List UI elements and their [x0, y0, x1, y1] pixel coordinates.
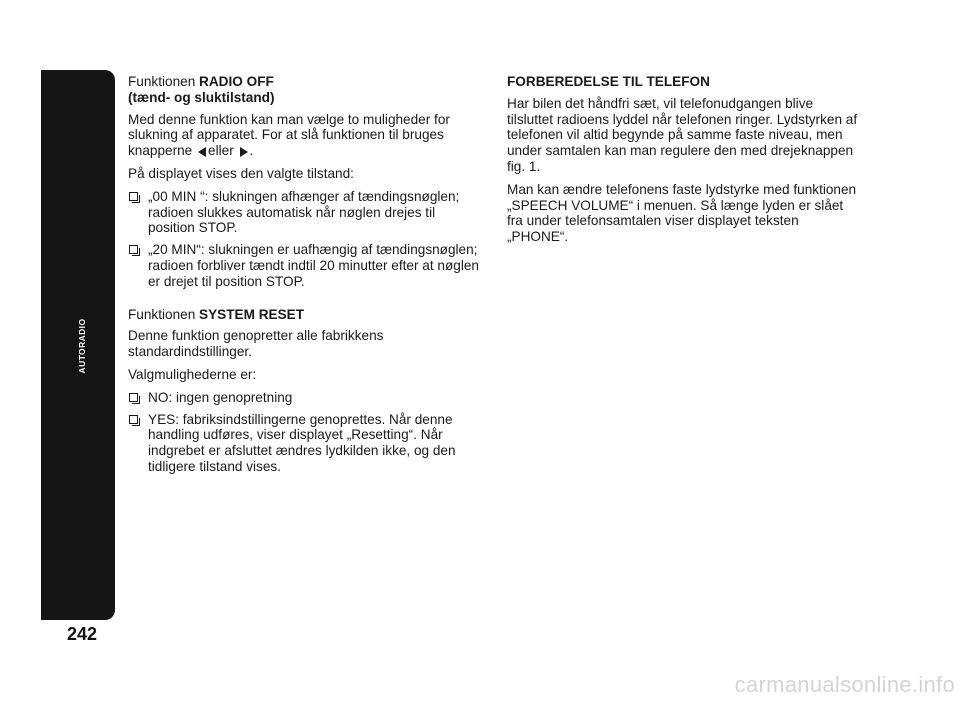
system-reset-heading: Funktionen SYSTEM RESET: [128, 306, 305, 322]
radio-off-intro: Med denne funktion kan man vælge to muligheder for slukning af apparatet. For at slå funktionen til bruges knapperne eller .: [128, 111, 450, 159]
system-reset-intro: Denne funktion genopretter alle fabrikkens standardindstillinger.: [128, 328, 384, 360]
telephone-heading: FORBEREDELSE TIL TELEFON: [507, 74, 710, 89]
radio-off-list: [128, 189, 483, 290]
watermark: carmanualsonline.info: [734, 672, 955, 697]
page-number: 242: [66, 624, 98, 644]
radio-off-subtitle: (tænd- og sluktilstand): [128, 89, 275, 105]
list-item: NO: ingen genopretning: [128, 390, 483, 406]
checkbox-bullet-icon: [129, 415, 138, 424]
left-column: [128, 74, 483, 482]
chapter-label: AUTORADIO: [77, 318, 87, 374]
radio-off-title: RADIO OFF: [199, 74, 274, 89]
telephone-paragraph: Har bilen det håndfri sæt, vil telefonudgangen blive tilsluttet radioens lyddel når telefonen ringer. Lydstyrken af telefonen vil altid begynde på samme faste niveau, men under samtalen kan man regulere den med drejeknappen fig. 1.: [507, 95, 858, 174]
list-item: „00 MIN “: slukningen afhænger af tændingsnøglen; radioen slukkes automatisk når nøglen drejes til position STOP.: [128, 189, 483, 236]
system-reset-title: SYSTEM RESET: [199, 306, 305, 322]
telephone-paragraph: Man kan ændre telefonens faste lydstyrke med funktionen „SPEECH VOLUME“ i menuen. Så længe lyden er slået fra under telefonsamtalen viser displayet teksten „PHONE“.: [507, 181, 857, 245]
radio-off-heading: Funktionen RADIO OFF (tænd- og sluktilstand): [128, 74, 483, 106]
list-item: YES: fabriksindstillingerne genoprettes. Når denne handling udføres, viser displayet „Resetting“. Når indgrebet er afsluttet ændres lydkilden ikke, og den tidligere tilstand vises.: [128, 412, 483, 475]
checkbox-bullet-icon: [129, 192, 138, 201]
system-reset-options-label: Valgmulighederne er:: [128, 366, 257, 382]
checkbox-bullet-icon: [129, 245, 138, 254]
arrow-right-icon: [240, 147, 248, 157]
arrow-left-icon: [198, 147, 206, 157]
system-reset-list: [128, 390, 483, 475]
list-item: „20 MIN“: slukningen er uafhængig af tændingsnøglen; radioen forbliver tændt indtil 20 minutter efter at nøglen er drejet til position STOP.: [128, 242, 483, 289]
radio-off-display-text: På displayet vises den valgte tilstand:: [128, 165, 354, 181]
checkbox-bullet-icon: [129, 393, 138, 402]
right-column: [507, 74, 862, 252]
